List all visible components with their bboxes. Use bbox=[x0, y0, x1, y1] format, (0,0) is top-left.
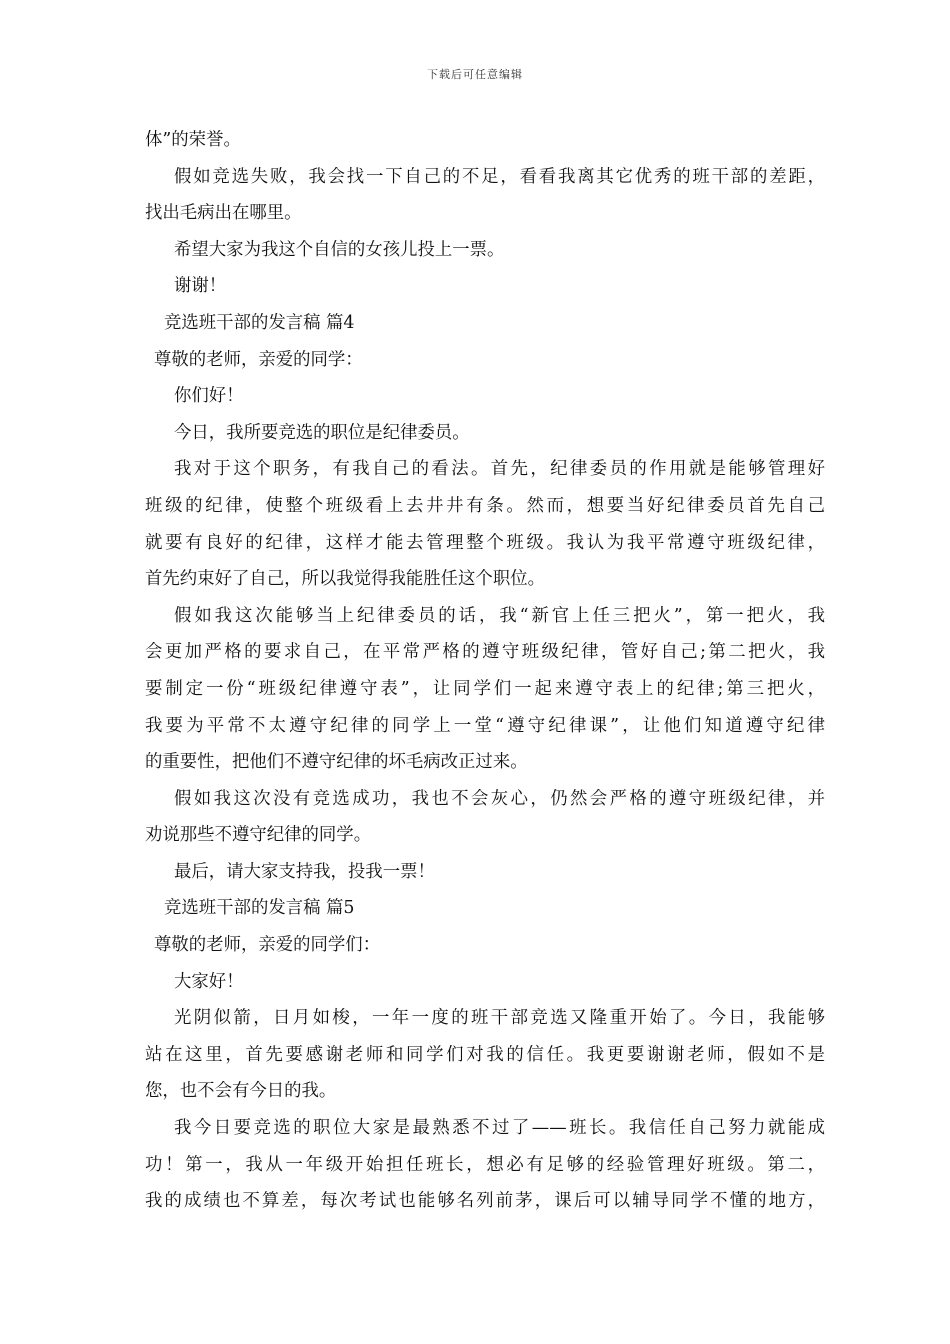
text-line: 首先约束好了自己，所以我觉得我能胜任这个职位。 bbox=[145, 569, 545, 590]
text-line: 找出毛病出在哪里。 bbox=[145, 203, 302, 224]
text-line: 您，也不会有今日的我。 bbox=[145, 1081, 337, 1102]
salutation-line: 尊敬的老师，亲爱的同学： bbox=[154, 349, 363, 370]
text-line: 最后，请大家支持我，投我一票！ bbox=[174, 861, 435, 882]
text-line: 会更加严格的要求自己，在平常严格的遵守班级纪律，管好自己;第二把火，我 bbox=[145, 642, 825, 663]
text-line: 要制定一份“班级纪律遵守表”，让同学们一起来遵守表上的纪律;第三把火， bbox=[145, 678, 825, 699]
page-header: 下载后可任意编辑 bbox=[427, 68, 523, 81]
text-line: 劝说那些不遵守纪律的同学。 bbox=[145, 825, 372, 846]
salutation-line: 尊敬的老师，亲爱的同学们： bbox=[154, 935, 381, 956]
text-line: 我对于这个职务，有我自己的看法。首先，纪律委员的作用就是能够管理好 bbox=[174, 459, 825, 480]
text-line: 谢谢！ bbox=[174, 276, 227, 297]
section-heading: 竞选班干部的发言稿 篇5 bbox=[164, 898, 355, 919]
text-line: 假如竞选失败，我会找一下自己的不足，看看我离其它优秀的班干部的差距， bbox=[174, 166, 825, 187]
section-heading: 竞选班干部的发言稿 篇4 bbox=[164, 312, 355, 333]
text-line: 体”的荣誉。 bbox=[145, 130, 241, 150]
text-line: 假如我这次能够当上纪律委员的话，我“新官上任三把火”，第一把火，我 bbox=[174, 605, 825, 626]
text-line: 站在这里，首先要感谢老师和同学们对我的信任。我更要谢谢老师，假如不是 bbox=[145, 1044, 825, 1065]
text-line: 你们好！ bbox=[174, 386, 244, 407]
document-body bbox=[145, 122, 825, 1220]
text-line: 大家好！ bbox=[174, 971, 244, 992]
text-line: 希望大家为我这个自信的女孩儿投上一票。 bbox=[174, 239, 505, 260]
text-line: 光阴似箭，日月如梭，一年一度的班干部竞选又隆重开始了。今日，我能够 bbox=[174, 1008, 825, 1029]
text-line: 我的成绩也不算差，每次考试也能够名列前茅，课后可以辅导同学不懂的地方， bbox=[145, 1191, 825, 1212]
text-line: 假如我这次没有竞选成功，我也不会灰心，仍然会严格的遵守班级纪律，并 bbox=[174, 788, 825, 809]
text-line: 我要为平常不太遵守纪律的同学上一堂“遵守纪律课”，让他们知道遵守纪律 bbox=[145, 715, 825, 736]
text-line: 的重要性，把他们不遵守纪律的坏毛病改正过来。 bbox=[145, 752, 528, 773]
text-line: 班级的纪律，使整个班级看上去井井有条。然而，想要当好纪律委员首先自己 bbox=[145, 495, 825, 516]
text-line: 今日，我所要竞选的职位是纪律委员。 bbox=[174, 422, 470, 443]
text-line: 功！第一，我从一年级开始担任班长，想必有足够的经验管理好班级。第二， bbox=[145, 1154, 825, 1175]
text-line: 就要有良好的纪律，这样才能去管理整个班级。我认为我平常遵守班级纪律， bbox=[145, 532, 825, 553]
text-line: 我今日要竞选的职位大家是最熟悉不过了——班长。我信任自己努力就能成 bbox=[174, 1118, 825, 1139]
